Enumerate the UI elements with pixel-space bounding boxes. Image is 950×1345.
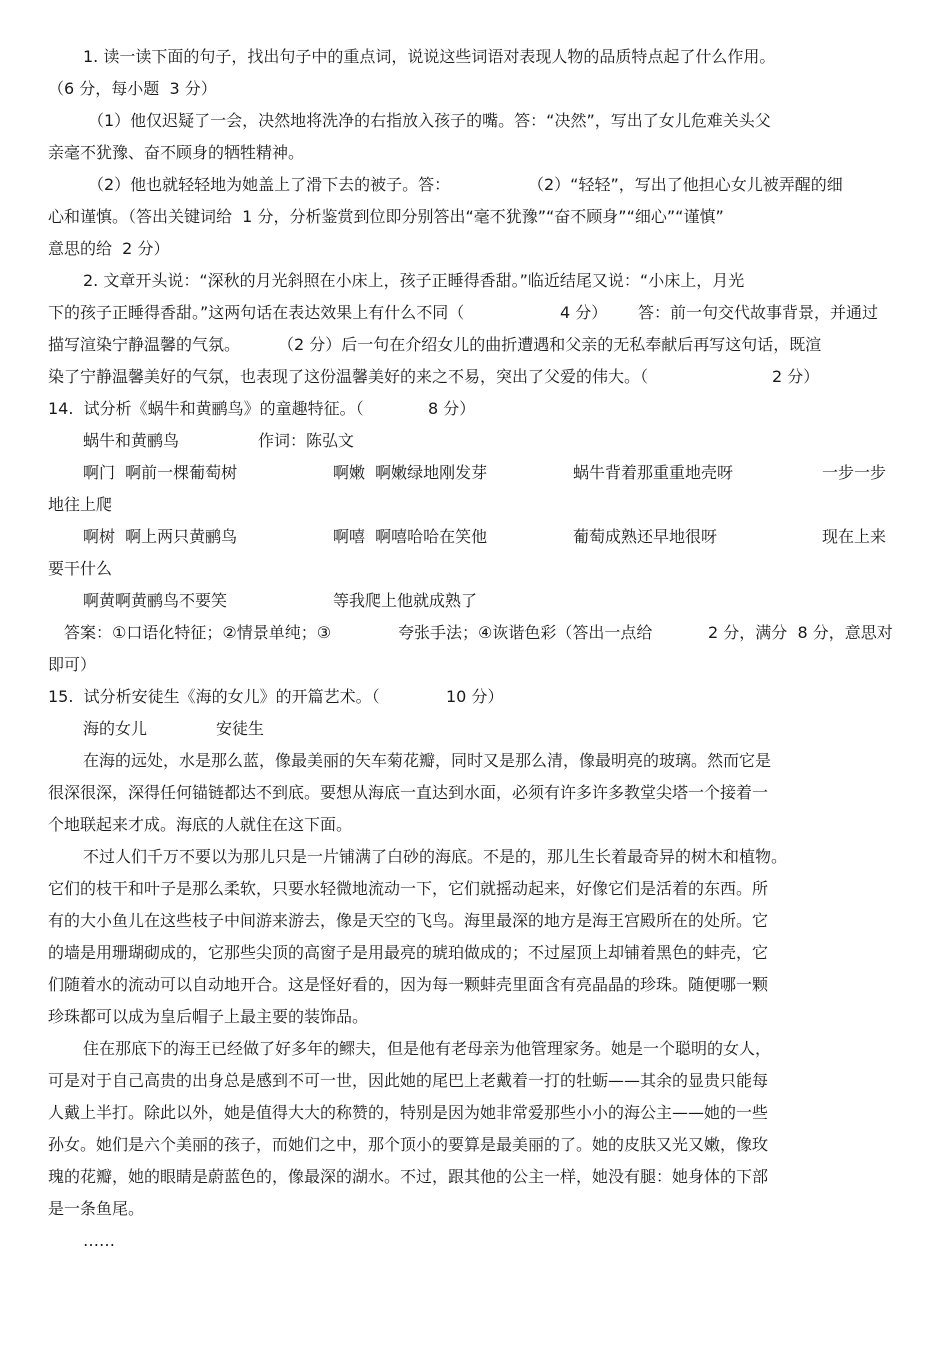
story-paragraph: 在海的远处，水是那么蓝，像最美丽的矢车菊花瓣，同时又是那么清，像最明亮的玻璃。然而它是	[83, 751, 772, 770]
scoring-note: 心和谨慎。（答出关键词给 1 分，分析鉴赏到位即分别答出“毫不犹豫”“奋不顾身”“细心”“谨慎”	[48, 207, 724, 226]
story-paragraph: 有的大小鱼儿在这些枝子中间游来游去，像是天空的飞鸟。海里最深的地方是海王宫殿所在的处所。它	[48, 911, 769, 930]
story-paragraph: 的墙是用珊瑚砌成的，它那些尖顶的高窗子是用最亮的琥珀做成的；不过屋顶上却铺着黑色的蚌壳，它	[48, 943, 769, 962]
song-title: 蜗牛和黄鹂鸟	[83, 431, 180, 450]
story-paragraph: 不过人们千万不要以为那儿只是一片铺满了白砂的海底。不是的，那儿生长着最奇异的树木和植物。	[83, 847, 788, 866]
song-lyricist: 作词：陈弘文	[258, 431, 355, 450]
question-2-prompt: 2. 文章开头说：“深秋的月光斜照在小床上，孩子正睡得香甜。”临近结尾又说：“小床上，月光	[83, 271, 745, 290]
question-14-answer: 夸张手法；④诙谐色彩（答出一点给	[398, 623, 653, 642]
lyric-line: 啊黄啊黄鹂鸟不要笑	[83, 591, 228, 610]
lyric-line-cont: 地往上爬	[48, 495, 113, 514]
sub-question-1-answer-cont: 亲毫不犹豫、奋不顾身的牺牲精神。	[48, 143, 305, 162]
ellipsis: ……	[83, 1231, 115, 1250]
question-2-score: 4 分）	[560, 303, 608, 322]
story-paragraph: 孙女。她们是六个美丽的孩子，而她们之中，那个顶小的要算是最美丽的了。她的皮肤又光又嫩，像玫	[48, 1135, 769, 1154]
lyric-line: 葡萄成熟还早地很呀	[573, 527, 718, 546]
lyric-line: 啊树 啊上两只黄鹂鸟	[83, 527, 238, 546]
question-2-answer-cont: 染了宁静温馨美好的气氛，也表现了这份温馨美好的来之不易，突出了父爱的伟大。（	[48, 367, 649, 386]
story-paragraph: 珍珠都可以成为皇后帽子上最主要的装饰品。	[48, 1007, 369, 1026]
question-14-score: 8 分）	[428, 399, 476, 418]
question-2-answer-score: 2 分）	[772, 367, 820, 386]
question-2-prompt-cont: 下的孩子正睡得香甜。”这两句话在表达效果上有什么不同（	[48, 303, 465, 322]
lyric-line: 一步一步	[822, 463, 887, 482]
question-15-score: 10 分）	[446, 687, 504, 706]
sub-question-2-answer: （2）“轻轻”，写出了他担心女儿被弄醒的细	[528, 175, 843, 194]
scoring-note-cont: 意思的给 2 分）	[48, 239, 170, 258]
question-1-score: （6 分，每小题 3 分）	[48, 79, 217, 98]
story-paragraph: 人戴上半打。除此以外，她是值得大大的称赞的，特别是因为她非常爱那些小小的海公主——她的一些	[48, 1103, 769, 1122]
lyric-line: 等我爬上他就成熟了	[333, 591, 478, 610]
story-paragraph: 们随着水的流动可以自动地开合。这是怪好看的，因为每一颗蚌壳里面含有亮晶晶的珍珠。随便哪一颗	[48, 975, 769, 994]
sub-question-1-answer: （1）他仅迟疑了一会，决然地将洗净的右指放入孩子的嘴。答：“决然”，写出了女儿危难关头父	[88, 111, 771, 130]
story-paragraph: 可是对于自己高贵的出身总是感到不可一世，因此她的尾巴上老戴着一打的牡蛎——其余的显贵只能每	[48, 1071, 769, 1090]
lyric-line-cont: 要干什么	[48, 559, 113, 578]
lyric-line: 啊嘻 啊嘻哈哈在笑他	[333, 527, 488, 546]
story-author: 安徒生	[216, 719, 265, 738]
story-paragraph: 瑰的花瓣，她的眼睛是蔚蓝色的，像最深的湖水。不过，跟其他的公主一样，她没有腿：她身体的下部	[48, 1167, 769, 1186]
lyric-line: 啊嫩 啊嫩绿地刚发芽	[333, 463, 488, 482]
sub-question-2-prompt: （2）他也就轻轻地为她盖上了滑下去的被子。答：	[88, 175, 451, 194]
story-paragraph: 它们的枝干和叶子是那么柔软，只要水轻微地流动一下，它们就摇动起来，好像它们是活着的东西。所	[48, 879, 769, 898]
lyric-line: 现在上来	[822, 527, 887, 546]
question-14-answer: 2 分，满分 8 分，意思对	[708, 623, 893, 642]
lyric-line: 啊门 啊前一棵葡萄树	[83, 463, 238, 482]
question-2-answer: 答：前一句交代故事背景，并通过	[638, 303, 879, 322]
story-paragraph: 住在那底下的海王已经做了好多年的鳏夫，但是他有老母亲为他管理家务。她是一个聪明的女人，	[83, 1039, 772, 1058]
question-14-answer: 答案：①口语化特征；②情景单纯；③	[64, 623, 332, 642]
question-2-answer-cont: 描写渲染宁静温馨的气氛。	[48, 335, 241, 354]
story-title: 海的女儿	[83, 719, 148, 738]
question-15-prompt: 15. 试分析安徒生《海的女儿》的开篇艺术。（	[48, 687, 380, 706]
story-paragraph: 是一条鱼尾。	[48, 1199, 145, 1218]
story-paragraph: 个地联起来才成。海底的人就住在这下面。	[48, 815, 353, 834]
question-14-answer-cont: 即可）	[48, 655, 97, 674]
question-14-prompt: 14. 试分析《蜗牛和黄鹂鸟》的童趣特征。（	[48, 399, 364, 418]
question-2-answer-cont: （2 分）后一句在介绍女儿的曲折遭遇和父亲的无私奉献后再写这句话，既渲	[278, 335, 822, 354]
question-1-prompt: 1. 读一读下面的句子，找出句子中的重点词，说说这些词语对表现人物的品质特点起了什么作用。	[83, 47, 776, 66]
lyric-line: 蜗牛背着那重重地壳呀	[573, 463, 734, 482]
story-paragraph: 很深很深，深得任何锚链都达不到底。要想从海底一直达到水面，必须有许多许多教堂尖塔一个接着一	[48, 783, 769, 802]
